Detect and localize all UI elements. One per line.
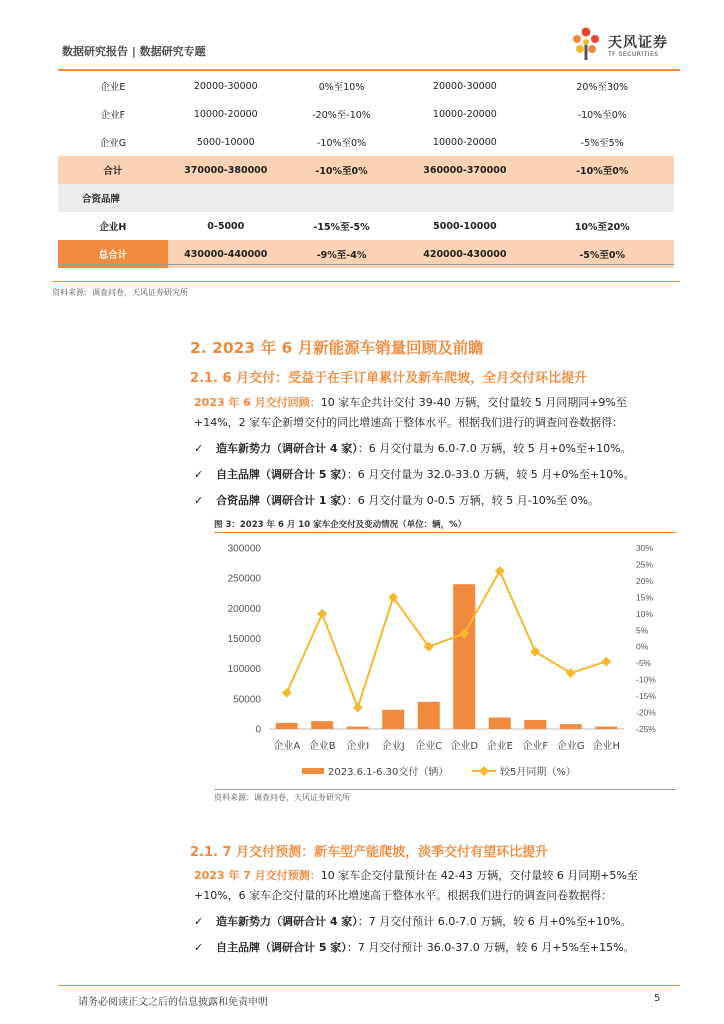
y-right-tick-label: 10% xyxy=(636,608,654,619)
table-cell xyxy=(399,184,530,212)
company-logo xyxy=(568,24,678,64)
check-icon: ✓ xyxy=(194,468,204,481)
footer-divider xyxy=(58,985,680,986)
subsection-heading-july: 2.1. 7 月交付预测：新车型产能爬坡，淡季交付有望环比提升 xyxy=(190,845,549,860)
line-point-企业F xyxy=(530,647,540,657)
table-cell: 企业G xyxy=(99,138,127,149)
table-row xyxy=(58,128,674,156)
table-row xyxy=(58,212,674,240)
bar-企业J xyxy=(382,710,404,729)
table-cell: -5%至0% xyxy=(530,240,674,268)
section-heading: 2. 2023 年 6 月新能源车销量回顾及前瞻 xyxy=(190,339,484,357)
line-point-企业E xyxy=(495,566,505,576)
x-tick-label: 企业J xyxy=(381,741,405,752)
subsection-heading-june: 2.1. 6 月交付：受益于在手订单累计及新车爬坡，全月交付环比提升 xyxy=(190,371,588,386)
table-cell: -9%至-4% xyxy=(284,240,400,268)
table-cell xyxy=(168,184,284,212)
table-cell xyxy=(284,184,400,212)
y-right-tick-label: 15% xyxy=(636,592,654,603)
legend-bar-swatch xyxy=(302,768,324,774)
table-row xyxy=(58,72,674,100)
x-tick-label: 企业H xyxy=(592,741,621,752)
bar-企业H xyxy=(595,727,617,729)
logo-text-en: TF SECURITIES xyxy=(608,51,659,58)
y-right-tick-label: -15% xyxy=(636,691,656,702)
bullet-new-forces-july xyxy=(194,913,632,929)
table-cell: 20000-30000 xyxy=(432,80,497,92)
bullet-domestic-july xyxy=(194,939,635,955)
line-point-企业I xyxy=(353,703,363,713)
y-right-tick-label: -25% xyxy=(636,724,656,734)
table-cell: 5000-10000 xyxy=(433,220,497,232)
y-left-tick-label: 0 xyxy=(255,724,261,736)
y-right-tick-label: 0% xyxy=(636,641,649,652)
table-cell: 10000-20000 xyxy=(432,136,497,148)
bullet-text: ：6 月交付量为 6.0-7.0 万辆，较 5 月+0%至+10%。 xyxy=(357,442,632,455)
table-cell: -10%至0% xyxy=(577,110,627,121)
table-cell: -20%至-10% xyxy=(312,110,371,121)
table-cell: 企业E xyxy=(100,82,126,93)
bar-企业F xyxy=(524,720,546,729)
y-left-tick-label: 50000 xyxy=(233,694,261,706)
table-cell xyxy=(530,184,674,212)
y-right-tick-label: -10% xyxy=(636,674,656,685)
y-right-tick-label: 5% xyxy=(636,625,649,636)
july-line2: +10%，6 家车企交付量的环比增速高于整体水平。根据我们进行的调查问卷数据得： xyxy=(194,889,613,902)
legend-line-marker xyxy=(479,766,489,776)
bar-企业I xyxy=(347,727,369,729)
bullet-text: ：6 月交付量为 32.0-33.0 万辆，较 5 月+0%至+10%。 xyxy=(346,468,635,481)
table-cell: 360000-370000 xyxy=(399,156,530,184)
line-point-企业B xyxy=(317,609,327,619)
y-right-tick-label: 20% xyxy=(636,575,654,586)
check-icon: ✓ xyxy=(194,494,204,507)
july-lead: 2023 年 7 月交付预测： xyxy=(194,869,321,882)
table-source: 资料来源：调查问卷，天风证券研究所 xyxy=(52,288,188,297)
bullet-domestic-june xyxy=(194,466,635,482)
table-cell: 420000-430000 xyxy=(399,240,530,268)
table-cell: 370000-380000 xyxy=(168,156,284,184)
header-divider xyxy=(58,69,680,71)
x-tick-label: 企业F xyxy=(522,741,549,752)
line-point-企业G xyxy=(566,668,576,678)
check-icon: ✓ xyxy=(194,915,204,928)
bullet-text: ：6 月交付量为 0-0.5 万辆，较 5 月-10%至 0%。 xyxy=(346,494,600,507)
table-cell: 总合计 xyxy=(58,240,168,268)
y-right-tick-label: -20% xyxy=(636,707,656,718)
bullet-label: 合资品牌（调研合计 1 家） xyxy=(216,494,347,507)
figure-title-divider xyxy=(214,532,676,533)
x-tick-label: 企业C xyxy=(415,741,443,752)
bar-企业A xyxy=(276,723,298,729)
table-cell: 企业H xyxy=(99,222,127,233)
bullet-label: 自主品牌（调研合计 5 家） xyxy=(216,941,347,954)
y-right-tick-label: -5% xyxy=(636,658,652,669)
delivery-chart xyxy=(214,535,676,787)
table-cell: -10%至0% xyxy=(530,156,674,184)
bullet-label: 造车新势力（调研合计 4 家） xyxy=(216,442,358,455)
bullet-text: ：7 月交付预计 36.0-37.0 万辆，较 6 月+5%至+15%。 xyxy=(346,941,635,954)
table-cell: 合计 xyxy=(58,156,168,184)
bar-企业C xyxy=(418,702,440,729)
delivery-table xyxy=(58,72,674,268)
table-cell: 5000-10000 xyxy=(196,136,255,148)
bullet-new-forces-june xyxy=(194,440,632,456)
y-left-tick-label: 300000 xyxy=(227,543,261,555)
table-cell: -10%至0% xyxy=(316,138,367,149)
line-series-yoy xyxy=(287,571,607,708)
table-cell: 20000-30000 xyxy=(193,80,258,92)
line-point-企业H xyxy=(601,657,611,667)
table-bottom-border xyxy=(58,264,674,265)
june-line1: 10 家车企共计交付 39-40 万辆，交付量较 5 月同期同+9%至 xyxy=(320,396,627,409)
table-cell: -15%至-5% xyxy=(313,222,370,233)
table-cell: -10%至0% xyxy=(284,156,400,184)
table-row xyxy=(58,156,674,184)
bar-企业G xyxy=(560,724,582,729)
june-line2: +14%，2 家车企新增交付的同比增速高于整体水平。根据我们进行的调查问卷数据得： xyxy=(194,416,624,429)
line-point-企业A xyxy=(282,688,292,698)
legend-bar-label: 2023.6.1-6.30交付（辆） xyxy=(328,767,449,778)
x-tick-label: 企业D xyxy=(450,741,479,752)
bar-企业E xyxy=(489,718,511,729)
table-cell: 10000-20000 xyxy=(432,108,497,120)
bullet-joint-venture-june xyxy=(194,492,599,508)
y-left-tick-label: 150000 xyxy=(227,634,261,645)
june-lead: 2023 年 6 月交付回顾： xyxy=(194,396,321,409)
table-cell: 企业F xyxy=(100,110,126,121)
x-tick-label: 企业A xyxy=(273,741,301,752)
y-right-tick-label: 25% xyxy=(636,559,654,570)
bullet-label: 造车新势力（调研合计 4 家） xyxy=(216,915,358,928)
y-left-tick-label: 200000 xyxy=(227,603,261,615)
source-divider xyxy=(52,281,680,282)
bullet-text: ：7 月交付预计 6.0-7.0 万辆，较 6 月+0%至+10%。 xyxy=(357,915,632,928)
bar-企业B xyxy=(311,721,333,729)
x-tick-label: 企业B xyxy=(308,741,336,752)
table-cell: 0%至10% xyxy=(318,82,365,93)
page-number: 5 xyxy=(654,993,661,1004)
y-right-tick-label: 30% xyxy=(636,543,654,553)
check-icon: ✓ xyxy=(194,442,204,455)
legend-line-label: 较5月同期（%） xyxy=(500,767,576,778)
july-summary-paragraph xyxy=(194,866,674,906)
logo-flower-icon xyxy=(568,24,604,64)
table-row xyxy=(58,184,674,212)
table-cell: 20%至30% xyxy=(576,82,629,93)
table-cell: 10%至20% xyxy=(574,222,630,233)
bar-企业D xyxy=(453,584,475,729)
x-tick-label: 企业E xyxy=(486,741,513,752)
july-line1: 10 家车企交付量预计在 42-43 万辆，交付量较 6 月同期+5%至 xyxy=(320,869,638,882)
figure-title: 图 3：2023 年 6 月 10 家车企交付及变动情况（单位：辆，%） xyxy=(214,520,467,530)
footer-disclaimer: 请务必阅读正文之后的信息披露和免责申明 xyxy=(78,997,268,1008)
report-header-title: 数据研究报告 | 数据研究专题 xyxy=(62,45,206,58)
logo-text-cn: 天风证券 xyxy=(608,35,668,51)
y-left-tick-label: 250000 xyxy=(227,573,261,585)
table-cell: 10000-20000 xyxy=(193,108,258,120)
table-row xyxy=(58,100,674,128)
table-cell: 合资品牌 xyxy=(58,184,168,212)
june-summary-paragraph xyxy=(194,393,674,433)
table-cell: 430000-440000 xyxy=(168,240,284,268)
y-left-tick-label: 100000 xyxy=(227,664,261,676)
check-icon: ✓ xyxy=(194,941,204,954)
figure-bottom-divider xyxy=(214,789,676,790)
table-cell: -5%至5% xyxy=(580,138,624,149)
bullet-label: 自主品牌（调研合计 5 家） xyxy=(216,468,347,481)
x-tick-label: 企业G xyxy=(556,741,585,752)
table-cell: 0-5000 xyxy=(207,220,245,232)
x-tick-label: 企业I xyxy=(346,741,370,752)
figure-source: 资料来源：调查问卷，天风证券研究所 xyxy=(214,793,350,802)
